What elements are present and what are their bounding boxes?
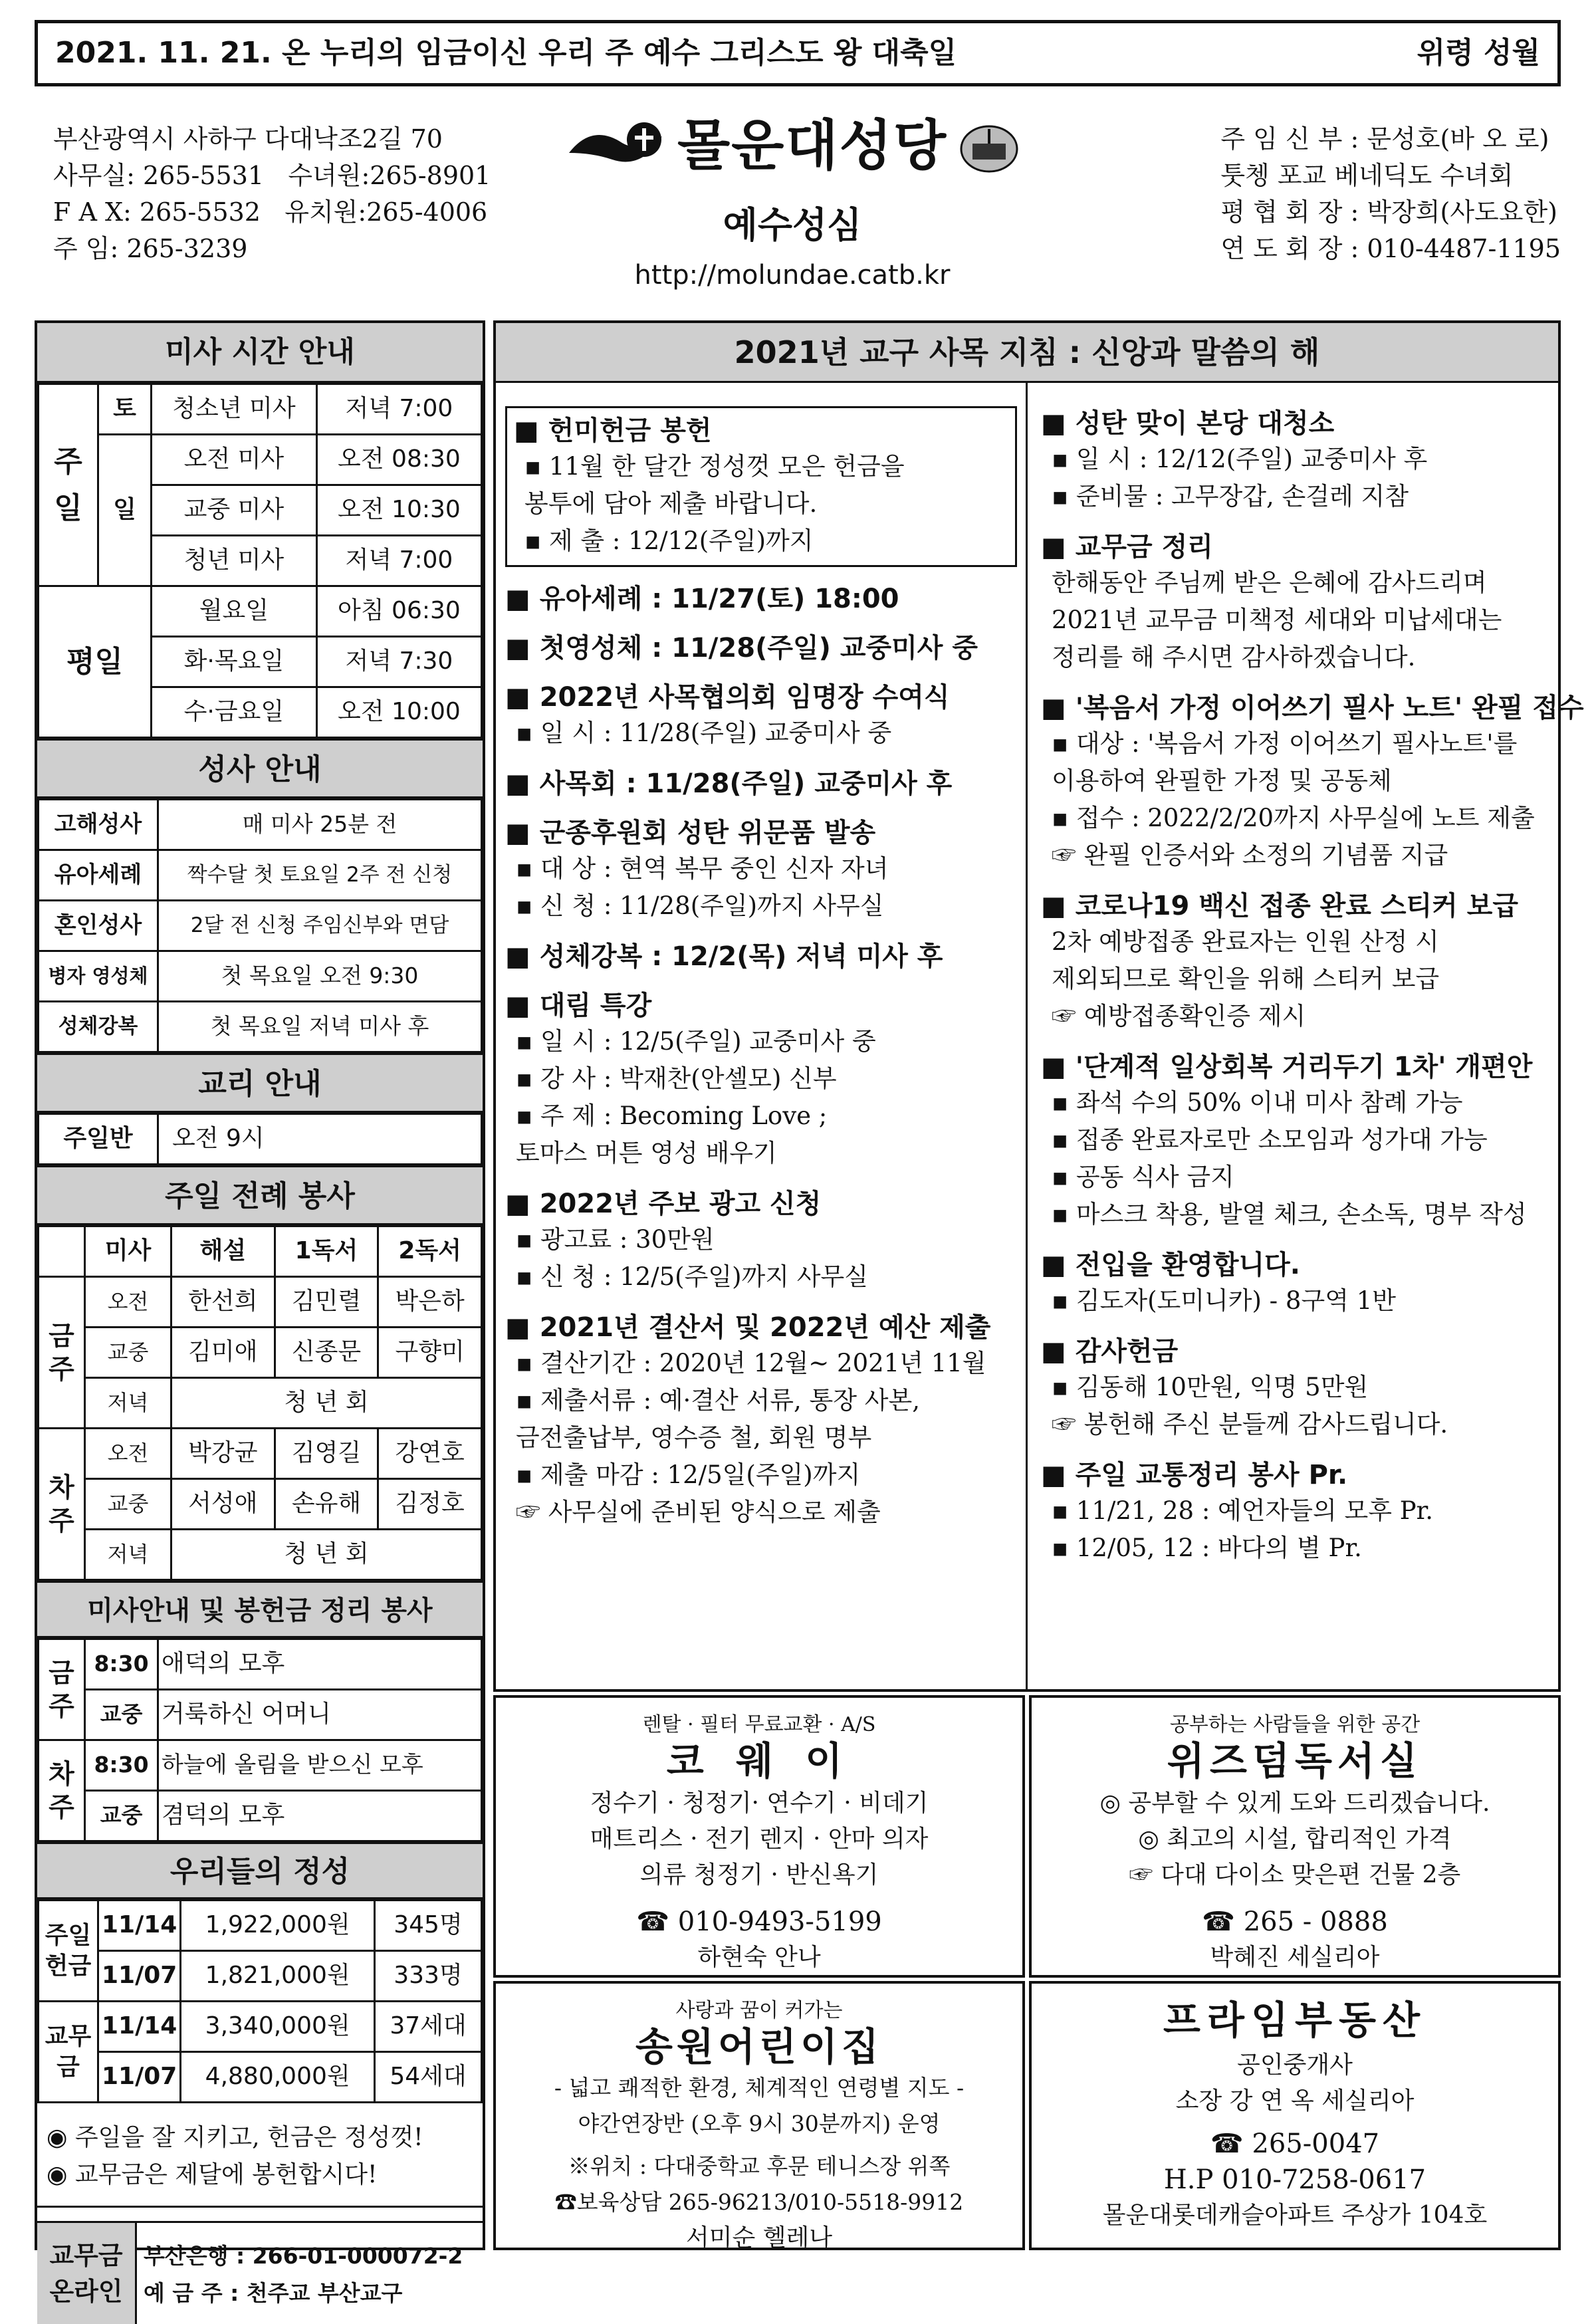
mass-slot: 오전 xyxy=(85,1429,171,1479)
sacrament-name: 유아세례 xyxy=(39,850,158,901)
note-line: ◉ 주일을 잘 지키고, 헌금은 정성껏! xyxy=(47,2124,423,2151)
mass-slot: 교중 xyxy=(85,1690,158,1740)
church-subtitle: 예수성심 xyxy=(723,203,862,246)
sacrament-info: 매 미사 25분 전 xyxy=(158,800,482,850)
online-payment xyxy=(37,2221,483,2324)
mass-name: 청년 미사 xyxy=(152,536,317,586)
mass-time: 오전 08:30 xyxy=(316,435,481,485)
group-name: 거룩하신 어머니 xyxy=(158,1690,482,1740)
notice-item xyxy=(1041,1050,1556,1233)
ad-contact: 박혜진 세실리아 xyxy=(1210,1944,1380,1971)
ad-line: ※위치 : 다대중학교 후문 테니스장 위쪽 xyxy=(568,2153,951,2179)
notice-line: ▪ 제출서류 : 예·결산 서류, 통장 사본, xyxy=(516,1386,921,1415)
sincerity-title: 우리들의 정성 xyxy=(37,1842,483,1899)
next-week-label: 차주 xyxy=(39,1740,85,1841)
liturgy-table xyxy=(37,1225,483,1581)
staff-block xyxy=(1220,121,1561,267)
catechism-label: 주일반 xyxy=(39,1114,158,1165)
notice-title: ■ 전입을 환영합니다. xyxy=(1041,1250,1300,1280)
notice-line: ▪ 12/05, 12 : 바다의 별 Pr. xyxy=(1052,1534,1362,1562)
sacrament-name: 혼인성사 xyxy=(39,901,158,951)
sacrament-name: 성체강복 xyxy=(39,1002,158,1052)
ad-name: 송원어린이집 xyxy=(635,2024,883,2069)
notice-item xyxy=(1041,691,1584,874)
church-logo xyxy=(553,111,1032,310)
offering-amount: 1,821,000원 xyxy=(181,1951,375,2002)
notice-line: ▪ 김동해 10만원, 익명 5만원 xyxy=(1052,1373,1369,1401)
notice-item xyxy=(1041,1334,1556,1443)
notice-line: ▪ 11월 한 달간 정성껏 모은 헌금을 xyxy=(524,452,905,481)
church-emblem-icon xyxy=(566,116,665,176)
notice-line: ☞ 봉헌해 주신 분들께 감사드립니다. xyxy=(1052,1410,1448,1439)
mass-name: 청소년 미사 xyxy=(152,384,317,435)
notice-line: ▪ 마스크 착용, 발열 체크, 손소독, 명부 작성 xyxy=(1052,1200,1527,1228)
notice-line: 금전출납부, 영수증 철, 회원 명부 xyxy=(516,1423,872,1452)
notice-title: ■ 감사헌금 xyxy=(1041,1336,1179,1367)
col-header: 해설 xyxy=(171,1226,275,1277)
ad-phone: ☎ 010-9493-5199 xyxy=(636,1907,882,1937)
notice-line: ▪ 일 시 : 12/12(주일) 교중미사 후 xyxy=(1052,445,1428,473)
mass-name: 수·금요일 xyxy=(152,687,317,738)
ad-coway xyxy=(493,1695,1025,1978)
notice-title: ■ 대림 특강 xyxy=(505,990,652,1021)
sacrament-info: 2달 전 신청 주임신부와 면담 xyxy=(158,901,482,951)
sunday-day-label: 일 xyxy=(98,435,152,586)
ad-phone: ☎ 265-0047 xyxy=(1210,2129,1380,2159)
offering-notes xyxy=(37,2103,483,2208)
notice-line: 2차 예방접종 완료자는 인원 산정 시 xyxy=(1052,927,1439,956)
notice-item xyxy=(1041,889,1556,1035)
sunday-label: 주일 xyxy=(39,384,98,586)
notice-item xyxy=(505,1310,1017,1531)
offering-amount: 1,922,000원 xyxy=(181,1901,375,1951)
ad-line: 정수기 · 청정기· 연수기 · 비데기 xyxy=(590,1790,929,1817)
saturday-label: 토 xyxy=(98,384,152,435)
offering-count: 345명 xyxy=(375,1901,482,1951)
notice-item xyxy=(1041,1458,1556,1567)
ad-line: 의류 청정기 · 반신욕기 xyxy=(639,1861,879,1889)
address: 부산광역시 사하구 다대낙조2길 70 xyxy=(53,124,443,154)
this-week-label: 금주 xyxy=(39,1639,85,1740)
notice-line: ▪ 광고료 : 30만원 xyxy=(516,1225,715,1254)
youth-group: 청 년 회 xyxy=(171,1378,482,1429)
notice-title: ■ 2021년 결산서 및 2022년 예산 제출 xyxy=(505,1312,991,1343)
mass-time: 오전 10:00 xyxy=(316,687,481,738)
reader1: 김영길 xyxy=(275,1429,378,1479)
reader1: 김민렬 xyxy=(275,1277,378,1328)
mass-slot: 교중 xyxy=(85,1328,171,1378)
catechism-title: 교리 안내 xyxy=(37,1053,483,1113)
header xyxy=(35,94,1561,314)
notice-title: ■ 성탄 맞이 본당 대청소 xyxy=(1041,408,1335,439)
mass-name: 오전 미사 xyxy=(152,435,317,485)
notice-line: ▪ 주 제 : Becoming Love ; xyxy=(516,1102,828,1130)
group-name: 하늘에 올림을 받으신 모후 xyxy=(158,1740,482,1791)
notice-title: ■ 사목회 : 11/28(주일) 교중미사 후 xyxy=(505,768,953,799)
left-column xyxy=(35,320,485,2306)
notice-item xyxy=(1041,530,1556,676)
sacrament-info: 짝수달 첫 토요일 2주 전 신청 xyxy=(158,850,482,901)
mass-name: 교중 미사 xyxy=(152,485,317,536)
sacrament-info: 첫 목요일 오전 9:30 xyxy=(158,951,482,1002)
ad-line: ◎ 최고의 시설, 합리적인 가격 xyxy=(1138,1825,1452,1853)
notice-line: 정리를 해 주시면 감사하겠습니다. xyxy=(1052,643,1416,671)
mass-slot: 교중 xyxy=(85,1791,158,1841)
website-link[interactable]: http://molundae.catb.kr xyxy=(634,259,951,290)
mass-name: 화·목요일 xyxy=(152,637,317,687)
commentator: 서성애 xyxy=(171,1479,275,1530)
offering-count: 333명 xyxy=(375,1951,482,2002)
offering-date: 11/14 xyxy=(98,1901,181,1951)
liturgy-title: 주일 전례 봉사 xyxy=(37,1165,483,1225)
notice-line: ▪ 접수 : 2022/2/20까지 사무실에 노트 제출 xyxy=(1052,804,1535,832)
notice-line: ▪ 결산기간 : 2020년 12월~ 2021년 11월 xyxy=(516,1349,986,1377)
this-week-label: 금주 xyxy=(39,1277,85,1429)
catechism-time: 오전 9시 xyxy=(158,1114,482,1165)
offering-service-title: 미사안내 및 봉헌금 정리 봉사 xyxy=(37,1581,483,1638)
right-notice-list xyxy=(1041,406,1584,1581)
notice-line: ▪ 일 시 : 12/5(주일) 교중미사 중 xyxy=(516,1027,876,1056)
notice-line: ▪ 김도자(도미니카) - 8구역 1반 xyxy=(1052,1286,1396,1315)
mass-slot: 저녁 xyxy=(85,1378,171,1429)
season-label: 위령 성월 xyxy=(1417,36,1540,70)
ad-contact: 서미순 헬레나 xyxy=(685,2224,833,2252)
bank-account: 부산은행 : 266-01-000072-2 xyxy=(144,2243,463,2269)
notice-item xyxy=(1041,406,1556,515)
notice-title: ■ 성체강복 : 12/2(목) 저녁 미사 후 xyxy=(505,941,943,972)
commentator: 김미애 xyxy=(171,1328,275,1378)
notice-line: ▪ 대 상 : 현역 복무 중인 신자 자녀 xyxy=(516,854,889,883)
ad-line: ◎ 공부할 수 있게 도와 드리겠습니다. xyxy=(1099,1790,1490,1817)
sacraments-table xyxy=(37,798,483,1053)
offering-count: 37세대 xyxy=(375,2002,482,2052)
notice-line: 제외되므로 확인을 위해 스티커 보급 xyxy=(1052,965,1440,993)
notice-line: ▪ 준비물 : 고무장갑, 손걸레 지참 xyxy=(1052,482,1409,511)
ad-tagline: 사랑과 꿈이 커가는 xyxy=(675,1999,843,2022)
ad-mobile: H.P 010-7258-0617 xyxy=(1163,2164,1426,2195)
bulletin-page xyxy=(35,20,1584,2306)
ad-daycare xyxy=(493,1981,1025,2250)
notice-item xyxy=(505,1187,1017,1296)
rectory-phone: 주 임: 265-3239 xyxy=(53,234,248,263)
notice-item xyxy=(1041,1248,1556,1320)
ad-realty xyxy=(1029,1981,1561,2250)
middle-notice-list xyxy=(505,406,1017,1546)
col-header: 미사 xyxy=(85,1226,171,1277)
catechism-table xyxy=(37,1113,483,1165)
notice-line: ☞ 사무실에 준비된 양식으로 제출 xyxy=(516,1498,881,1526)
ad-line: ☎보육상담 265-96213/010-5518-9912 xyxy=(554,2189,964,2215)
mass-slot: 저녁 xyxy=(85,1530,171,1580)
col-header: 2독서 xyxy=(378,1226,482,1277)
ad-line: 야간연장반 (오후 9시 30분까지) 운영 xyxy=(578,2111,941,2137)
notice-title: ■ 주일 교통정리 봉사 Pr. xyxy=(1041,1460,1348,1490)
offering-service-table xyxy=(37,1638,483,1842)
notice-line: ▪ 대상 : '복음서 가정 이어쓰기 필사노트'를 xyxy=(1052,729,1518,758)
reader2: 강연호 xyxy=(378,1429,482,1479)
offering-count: 54세대 xyxy=(375,2052,482,2103)
offering-amount: 3,340,000원 xyxy=(181,2002,375,2052)
notice-line: ▪ 강 사 : 박재찬(안셀모) 신부 xyxy=(516,1064,837,1093)
notice-line: ☞ 예방접종확인증 제시 xyxy=(1052,1002,1306,1030)
notice-line: ▪ 공동 식사 금지 xyxy=(1052,1163,1234,1191)
notice-title: ■ 2022년 사목협의회 임명장 수여식 xyxy=(505,682,950,713)
mass-times-title: 미사 시간 안내 xyxy=(37,323,483,383)
notice-title: ■ 2022년 주보 광고 신청 xyxy=(505,1189,822,1219)
contact-block xyxy=(53,121,491,267)
notice-title: ■ 헌미헌금 봉헌 xyxy=(514,415,712,446)
reader2: 김정호 xyxy=(378,1479,482,1530)
notice-line: 2021년 교무금 미책정 세대와 미납세대는 xyxy=(1052,606,1502,634)
offering-date: 11/07 xyxy=(98,1951,181,2002)
mass-slot: 오전 xyxy=(85,1277,171,1328)
ad-contact: 하현숙 안나 xyxy=(697,1944,821,1971)
ad-phone: ☎ 265 - 0888 xyxy=(1202,1907,1388,1937)
notice-item xyxy=(505,680,1017,752)
sacraments-title: 성사 안내 xyxy=(37,739,483,798)
notices-area xyxy=(493,320,1584,1692)
ad-name: 코 웨 이 xyxy=(666,1738,852,1784)
notice-title: ■ 교무금 정리 xyxy=(1041,532,1213,562)
staff-line: 주 임 신 부 : 문성호(바 오 로) xyxy=(1220,124,1549,154)
notice-item xyxy=(505,766,1017,801)
mass-time: 저녁 7:00 xyxy=(316,384,481,435)
notice-line: ▪ 일 시 : 11/28(주일) 교중미사 중 xyxy=(516,719,892,747)
notice-line: 이용하여 완필한 가정 및 공동체 xyxy=(1052,766,1392,795)
col-header: 1독서 xyxy=(275,1226,378,1277)
church-dues-label: 교무금 xyxy=(39,2002,98,2103)
notice-line: ▪ 제 출 : 12/12(주일)까지 xyxy=(524,526,814,555)
nuns-phone: 수녀원:265-8901 xyxy=(288,161,491,190)
staff-line: 툿쳉 포교 베네딕도 수녀회 xyxy=(1220,161,1514,190)
offering-amount: 4,880,000원 xyxy=(181,2052,375,2103)
notice-title: ■ '단계적 일상회복 거리두기 1차' 개편안 xyxy=(1041,1052,1533,1082)
weekday-label: 평일 xyxy=(39,586,152,738)
offering-date: 11/14 xyxy=(98,2002,181,2052)
kinder-phone: 유치원:265-4006 xyxy=(285,197,488,227)
church-building-icon xyxy=(959,120,1019,173)
fax: F A X: 265-5532 xyxy=(53,197,261,227)
ad-name: 위즈덤독서실 xyxy=(1167,1738,1423,1784)
ad-tagline: 공부하는 사람들을 위한 공간 xyxy=(1169,1713,1421,1736)
note-line: ◉ 교무금은 제달에 봉헌합시다! xyxy=(47,2161,378,2188)
mass-name: 월요일 xyxy=(152,586,317,637)
church-name: 몰운대성당 xyxy=(677,114,948,177)
sacrament-name: 고해성사 xyxy=(39,800,158,850)
notice-line: ▪ 신 청 : 12/5(주일)까지 사무실 xyxy=(516,1262,868,1291)
notice-item xyxy=(505,582,1017,616)
staff-line: 평 협 회 장 : 박장희(사도요한) xyxy=(1220,197,1557,227)
notice-title: ■ 첫영성체 : 11/28(주일) 교중미사 중 xyxy=(505,633,978,663)
commentator: 한선희 xyxy=(171,1277,275,1328)
mass-time: 아침 06:30 xyxy=(316,586,481,637)
ad-tagline: 렌탈 · 필터 무료교환 · A/S xyxy=(642,1713,876,1736)
ad-name: 프라임부동산 xyxy=(1163,1998,1427,2043)
next-week-label: 차주 xyxy=(39,1429,85,1580)
sunday-offering-label: 주일헌금 xyxy=(39,1901,98,2002)
pastoral-banner: 2021년 교구 사목 지침 : 신앙과 말씀의 해 xyxy=(496,323,1558,383)
mass-slot: 8:30 xyxy=(85,1639,158,1690)
mass-time: 저녁 7:00 xyxy=(316,536,481,586)
office-phone: 사무실: 265-5531 xyxy=(53,161,265,190)
notice-line: 토마스 머튼 영성 배우기 xyxy=(516,1139,777,1167)
notice-item xyxy=(505,816,1017,925)
notice-line: ▪ 신 청 : 11/28(주일)까지 사무실 xyxy=(516,891,884,920)
ad-line: - 넓고 쾌적한 환경, 체계적인 연령별 지도 - xyxy=(554,2075,965,2101)
mass-times-table xyxy=(37,383,483,739)
ad-address: 몰운대롯데캐슬아파트 주상가 104호 xyxy=(1102,2202,1488,2229)
ad-line: 공인중개사 xyxy=(1237,2051,1353,2079)
notice-title: ■ 군종후원회 성탄 위문품 발송 xyxy=(505,818,876,848)
online-label: 교무금 온라인 xyxy=(37,2223,137,2324)
mass-time: 저녁 7:30 xyxy=(316,637,481,687)
notice-title: ■ 코로나19 백신 접종 완료 스티커 보급 xyxy=(1041,891,1518,921)
commentator: 박강균 xyxy=(171,1429,275,1479)
notice-line: ▪ 제출 마감 : 12/5일(주일)까지 xyxy=(516,1460,861,1489)
notice-line: 한해동안 주님께 받은 은혜에 감사드리며 xyxy=(1052,568,1487,597)
notice-item xyxy=(505,631,1017,665)
reader1: 신종문 xyxy=(275,1328,378,1378)
account-holder: 예 금 주 : 천주교 부산교구 xyxy=(144,2280,403,2306)
mass-slot: 8:30 xyxy=(85,1740,158,1791)
notice-item xyxy=(505,406,1017,567)
youth-group: 청 년 회 xyxy=(171,1530,482,1580)
mass-slot: 교중 xyxy=(85,1479,171,1530)
notice-line: 봉투에 담아 제출 바랍니다. xyxy=(524,489,818,518)
notice-line: ☞ 완필 인증서와 소정의 기념품 지급 xyxy=(1052,841,1448,870)
offerings-table xyxy=(37,1899,483,2103)
offering-date: 11/07 xyxy=(98,2052,181,2103)
ad-line: 매트리스 · 전기 렌지 · 안마 의자 xyxy=(590,1825,929,1853)
notice-item xyxy=(505,988,1017,1172)
notice-title: ■ '복음서 가정 이어쓰기 필사 노트' 완필 접수 xyxy=(1041,693,1584,723)
group-name: 애덕의 모후 xyxy=(158,1639,482,1690)
date-bar xyxy=(35,20,1561,86)
reader2: 구향미 xyxy=(378,1328,482,1378)
ad-line: ☞ 다대 다이소 맞은편 건물 2층 xyxy=(1129,1861,1461,1889)
sacrament-name: 병자 영성체 xyxy=(39,951,158,1002)
notice-line: ▪ 11/21, 28 : 예언자들의 모후 Pr. xyxy=(1052,1496,1434,1525)
group-name: 겸덕의 모후 xyxy=(158,1791,482,1841)
notice-title: ■ 유아세례 : 11/27(토) 18:00 xyxy=(505,584,899,614)
staff-line: 연 도 회 장 : 010-4487-1195 xyxy=(1220,234,1561,263)
feast-title: 2021. 11. 21. 온 누리의 임금이신 우리 주 예수 그리스도 왕 대축일 xyxy=(55,36,957,70)
notice-item xyxy=(505,939,1017,974)
notice-line: ▪ 접종 완료자로만 소모임과 성가대 가능 xyxy=(1052,1125,1488,1154)
ad-line: 소장 강 연 옥 세실리아 xyxy=(1175,2087,1415,2115)
ad-wisdom xyxy=(1029,1695,1561,1978)
mass-time: 오전 10:30 xyxy=(316,485,481,536)
sacrament-info: 첫 목요일 저녁 미사 후 xyxy=(158,1002,482,1052)
reader1: 손유해 xyxy=(275,1479,378,1530)
reader2: 박은하 xyxy=(378,1277,482,1328)
notice-line: ▪ 좌석 수의 50% 이내 미사 참례 가능 xyxy=(1052,1088,1463,1117)
